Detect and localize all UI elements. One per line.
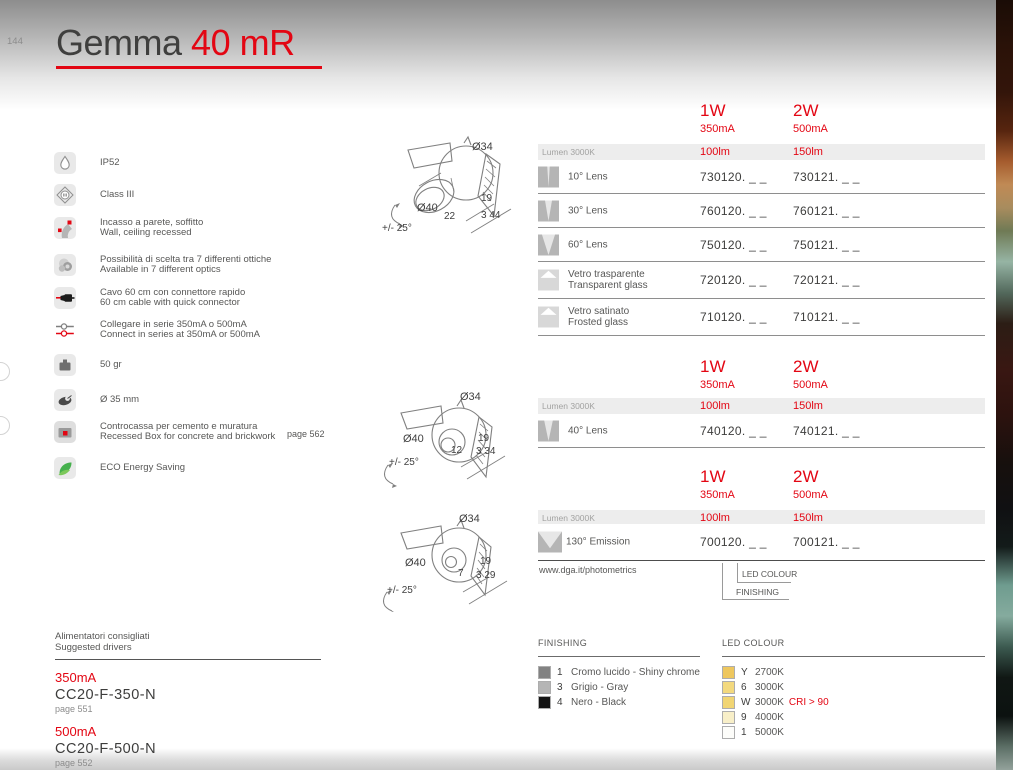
finish-swatch (538, 696, 551, 709)
led-colour-item (722, 665, 985, 680)
divider (722, 656, 985, 657)
lumen-row (538, 510, 985, 524)
lumen-value-2w: 150lm (793, 400, 823, 412)
dim-depth-label: 12 (451, 445, 463, 456)
row-label-it: Vetro trasparente (568, 269, 645, 280)
beam-10deg-icon (538, 166, 559, 187)
led-colour-item (722, 725, 985, 740)
title-underline (56, 66, 322, 69)
product-code: 730121. _ _ (793, 169, 860, 184)
dim-label: 3 44 (481, 210, 501, 221)
feature-text: Incasso a parete, soffitto (100, 216, 204, 228)
row-label (568, 306, 629, 328)
driver-code: CC20-F-350-N (55, 687, 157, 703)
beam-30deg-icon (538, 200, 559, 221)
row-label: 10° Lens (568, 171, 608, 182)
tilt-range-label: +/- 25° (389, 457, 419, 468)
lumen-label: Lumen 3000K (542, 513, 595, 523)
adjacent-page-photo-strip (996, 0, 1013, 770)
feature-class-iii (54, 184, 134, 206)
power-header-1w: 1W (700, 101, 726, 120)
table-row (538, 160, 985, 194)
body-diameter-label: Ø40 (417, 202, 438, 214)
power-header-1w: 1W (700, 467, 726, 486)
front-diameter-label: Ø34 (459, 513, 480, 525)
beam-130deg-icon (538, 532, 562, 553)
eco-leaf-icon (54, 457, 76, 479)
feature-mounting (54, 217, 203, 239)
finishing-title: FINISHING (538, 638, 588, 648)
current-header-500ma: 500mA (793, 489, 828, 501)
led-label: 3000K (755, 697, 784, 708)
class-iii-icon (54, 184, 76, 206)
led-colour-legend (722, 638, 985, 740)
led-swatch (722, 681, 735, 694)
feature-text: Ø 35 mm (100, 393, 140, 405)
lumen-value-1w: 100lm (700, 512, 730, 524)
led-code: W (741, 697, 751, 708)
feature-text: Collegare in serie 350mA o 500mA (100, 318, 247, 330)
led-swatch (722, 726, 735, 739)
feature-ip-rating (54, 152, 120, 174)
cable-connector-icon (54, 287, 76, 309)
divider (55, 659, 321, 660)
dim-label: 19 (478, 433, 490, 444)
table-row (538, 228, 985, 262)
led-swatch (722, 696, 735, 709)
led-colour-pointer-label: LED COLOUR (742, 569, 798, 579)
suggested-drivers (55, 631, 321, 768)
row-label: 60° Lens (568, 239, 608, 250)
driver-current: 350mA (55, 670, 97, 685)
current-header-500ma: 500mA (793, 123, 828, 135)
dim-label: 3 34 (476, 446, 496, 457)
feature-series-connection (54, 319, 260, 341)
product-code: 710120. _ _ (700, 310, 767, 324)
finish-code: 3 (557, 682, 563, 693)
led-label: 4000K (755, 712, 784, 723)
finish-label: Nero - Black (571, 697, 627, 708)
technical-drawing-1 (378, 128, 533, 240)
driver-page-ref: page 551 (55, 704, 93, 714)
series-connection-icon (54, 319, 76, 341)
lumen-value-2w: 150lm (793, 512, 823, 524)
front-diameter-label: Ø34 (460, 391, 481, 403)
product-code: 740121. _ _ (793, 423, 860, 438)
led-colour-item (722, 710, 985, 725)
row-label: 130° Emission (566, 536, 631, 548)
led-label: 3000K (755, 682, 784, 693)
product-code: 740120. _ _ (700, 423, 767, 438)
feature-text: Wall, ceiling recessed (100, 227, 192, 238)
dim-label: 3 29 (476, 570, 496, 581)
led-label: 2700K (755, 667, 784, 678)
drivers-title-it: Alimentatori consigliati (55, 631, 150, 642)
optics-icon (54, 254, 76, 276)
ordering-table-lenses (538, 100, 985, 336)
row-label-it: Vetro satinato (568, 306, 630, 317)
page-number: 144 (7, 36, 23, 47)
row-label: 40° Lens (568, 425, 608, 436)
lumen-value-2w: 150lm (793, 146, 823, 158)
product-name: Gemma (56, 22, 182, 63)
led-colour-item (722, 680, 985, 695)
dim-label: 19 (481, 193, 493, 204)
led-label: 5000K (755, 727, 784, 738)
led-code: 6 (741, 682, 747, 693)
row-label: 30° Lens (568, 205, 608, 216)
product-code: 710121. _ _ (793, 310, 860, 324)
driver-current: 500mA (55, 724, 97, 739)
feature-text: Possibilità di scelta tra 7 differenti ottiche (100, 253, 272, 265)
finishing-item (538, 680, 700, 695)
driver-page-ref: page 552 (55, 758, 93, 768)
current-header-350ma: 350mA (700, 489, 735, 501)
finishing-legend (538, 638, 700, 710)
page-reference: page 562 (287, 429, 325, 439)
lumen-value-1w: 100lm (700, 146, 730, 158)
product-code: 760120. _ _ (700, 203, 767, 218)
table-row (538, 299, 985, 336)
row-label-en: Frosted glass (568, 317, 629, 328)
power-header-2w: 2W (793, 357, 819, 376)
power-header-1w: 1W (700, 357, 726, 376)
product-code: 700120. _ _ (700, 535, 767, 549)
recessed-box-icon (54, 421, 76, 443)
feature-eco (54, 457, 185, 479)
product-code: 700121. _ _ (793, 535, 860, 549)
feature-text: IP52 (100, 156, 120, 168)
row-label (568, 269, 648, 291)
body-diameter-label: Ø40 (403, 433, 424, 445)
driver-item (55, 670, 321, 714)
finish-code: 1 (557, 667, 563, 678)
beam-60deg-icon (538, 234, 559, 255)
table-header (538, 100, 985, 144)
finish-code: 4 (557, 697, 563, 708)
finish-swatch (538, 681, 551, 694)
feature-text: Available in 7 different optics (100, 264, 221, 275)
ordering-table-130deg (538, 466, 985, 561)
feature-text: ECO Energy Saving (100, 461, 186, 473)
table-header (538, 356, 985, 398)
feature-optics (54, 254, 271, 276)
feature-text: 50 gr (100, 358, 122, 370)
current-header-500ma: 500mA (793, 379, 828, 391)
wall-ceiling-recessed-icon (54, 217, 76, 239)
feature-text: Connect in series at 350mA or 500mA (100, 329, 261, 340)
feature-text: 60 cm cable with quick connector (100, 297, 240, 308)
current-header-350ma: 350mA (700, 379, 735, 391)
lumen-row (538, 398, 985, 414)
feature-text: Class III (100, 188, 135, 200)
led-colour-title: LED COLOUR (722, 638, 785, 648)
technical-drawing-3 (375, 500, 530, 612)
product-code: 750121. _ _ (793, 237, 860, 252)
row-label-en: Transparent glass (568, 280, 648, 291)
dim-label: 19 (480, 556, 492, 567)
table-row (538, 524, 985, 561)
feature-recessed-box (54, 420, 325, 443)
led-swatch (722, 711, 735, 724)
technical-drawing-2 (375, 385, 530, 497)
product-code: 750120. _ _ (700, 237, 767, 252)
table-row (538, 262, 985, 299)
finishing-item (538, 695, 700, 710)
feature-cable (54, 287, 245, 309)
dim-depth-label: 22 (444, 211, 456, 222)
cutout-diameter-icon (54, 389, 76, 411)
tilt-range-label: +/- 25° (382, 223, 412, 234)
beam-40deg-icon (538, 420, 559, 441)
table-header (538, 466, 985, 510)
finish-swatch (538, 666, 551, 679)
fixture-sketch (375, 385, 530, 497)
feature-weight (54, 354, 122, 376)
lumen-row (538, 144, 985, 160)
page-edge-mark (0, 362, 10, 381)
led-colour-item (722, 695, 985, 710)
front-diameter-label: Ø34 (472, 141, 493, 153)
finish-label: Cromo lucido - Shiny chrome (571, 667, 700, 678)
tilt-range-label: +/- 25° (387, 585, 417, 596)
page-edge-mark (0, 416, 10, 435)
drivers-title-en: Suggested drivers (55, 642, 132, 653)
current-header-350ma: 350mA (700, 123, 735, 135)
ip-drop-icon (54, 152, 76, 174)
feature-text: Recessed Box for concrete and brickwork (100, 431, 276, 442)
finish-label: Grigio - Gray (571, 682, 629, 693)
driver-item (55, 724, 321, 768)
product-code: 720121. _ _ (793, 273, 860, 287)
glass-icon (538, 307, 559, 328)
finishing-item (538, 665, 700, 680)
photometrics-url: www.dga.it/photometrics (539, 565, 637, 575)
feature-cutout (54, 389, 139, 411)
led-code: 1 (741, 727, 747, 738)
product-code: 730120. _ _ (700, 169, 767, 184)
divider (538, 656, 700, 657)
finishing-pointer-label: FINISHING (736, 587, 779, 597)
product-code: 720120. _ _ (700, 273, 767, 287)
page-title (56, 22, 295, 64)
lumen-value-1w: 100lm (700, 400, 730, 412)
ordering-table-40deg (538, 356, 985, 448)
feature-text: Controcassa per cemento e muratura (100, 420, 258, 432)
lumen-label: Lumen 3000K (542, 147, 595, 157)
lumen-label: Lumen 3000K (542, 401, 595, 411)
product-variant: 40 mR (191, 22, 295, 63)
led-swatch (722, 666, 735, 679)
driver-code: CC20-F-500-N (55, 741, 157, 757)
feature-text: Cavo 60 cm con connettore rapido (100, 286, 246, 298)
table-row (538, 414, 985, 448)
weight-icon (54, 354, 76, 376)
dim-depth-label: 7 (458, 568, 464, 579)
power-header-2w: 2W (793, 467, 819, 486)
body-diameter-label: Ø40 (405, 557, 426, 569)
cri-note: CRI > 90 (788, 697, 829, 708)
table-row (538, 194, 985, 228)
led-code: Y (741, 667, 748, 678)
glass-icon (538, 270, 559, 291)
power-header-2w: 2W (793, 101, 819, 120)
product-code: 760121. _ _ (793, 203, 860, 218)
led-code: 9 (741, 712, 747, 723)
